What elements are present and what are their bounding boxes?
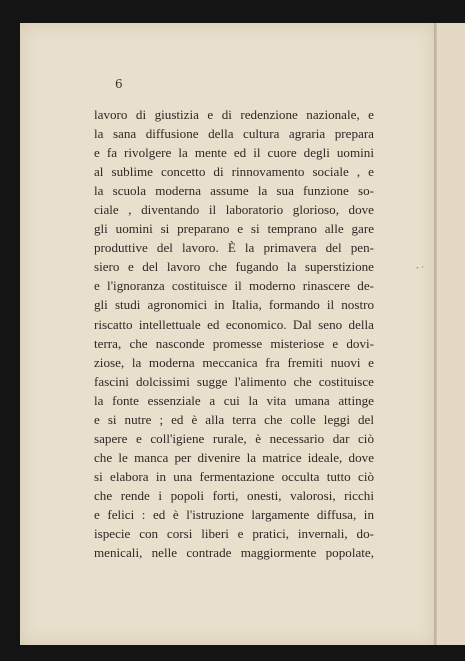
text-line: siero e del lavoro che fugando la superstizione [94, 259, 374, 275]
text-line: gli studi agronomici in Italia, formando il nostro [94, 297, 374, 313]
text-line: menicali, nelle contrade maggiormente popolate, [94, 545, 374, 561]
text-line: lavoro di giustizia e di redenzione nazionale, e [94, 107, 374, 122]
text-line: e si nutre ; ed è alla terra che colle leggi del [94, 411, 374, 427]
text-line: e l'ignoranza costituisce il moderno rinascere de- [94, 278, 374, 294]
text-line: e felici : ed è l'istruzione largamente diffusa, in [94, 506, 374, 522]
text-line: al sublime concetto di rinnovamento sociale , e [94, 164, 374, 180]
text-line: ciale , diventando il laboratorio glorioso, dove [94, 202, 374, 218]
text-line: la sana diffusione della cultura agraria prepara [94, 126, 374, 142]
text-line: gli uomini si preparano e si temprano alle gare [94, 221, 374, 237]
facing-page-edge [437, 23, 465, 645]
text-line: la scuola moderna assume la sua funzione so- [94, 183, 374, 199]
text-line: produttive del lavoro. È la primavera del pen- [94, 240, 374, 256]
stray-mark: - · [416, 263, 424, 272]
text-line: ziose, la moderna meccanica fra fremiti nuovi e [94, 354, 374, 370]
body-text [94, 105, 374, 562]
text-line: sapere e coll'igiene rurale, è necessario dar ciò [94, 430, 374, 446]
page-number: 6 [115, 77, 123, 91]
text-line: terra, che nasconde promesse misteriose e dovi- [94, 335, 374, 351]
text-line: che rende i popoli forti, onesti, valorosi, ricchi [94, 487, 374, 503]
text-line: riscatto intellettuale ed economico. Dal seno della [94, 316, 374, 332]
text-line: e fa rivolgere la mente ed il cuore degli uomini [94, 145, 374, 161]
text-line: la fonte essenziale a cui la vita umana attinge [94, 392, 374, 408]
text-line: che le manca per divenire la matrice ideale, dove [94, 449, 374, 465]
text-line: ispecie con corsi liberi e pratici, invernali, do- [94, 526, 374, 542]
text-line: fascini dolcissimi sugge l'alimento che costituisce [94, 373, 374, 389]
text-line: si elabora in una fermentazione occulta tutto ciò [94, 468, 374, 484]
